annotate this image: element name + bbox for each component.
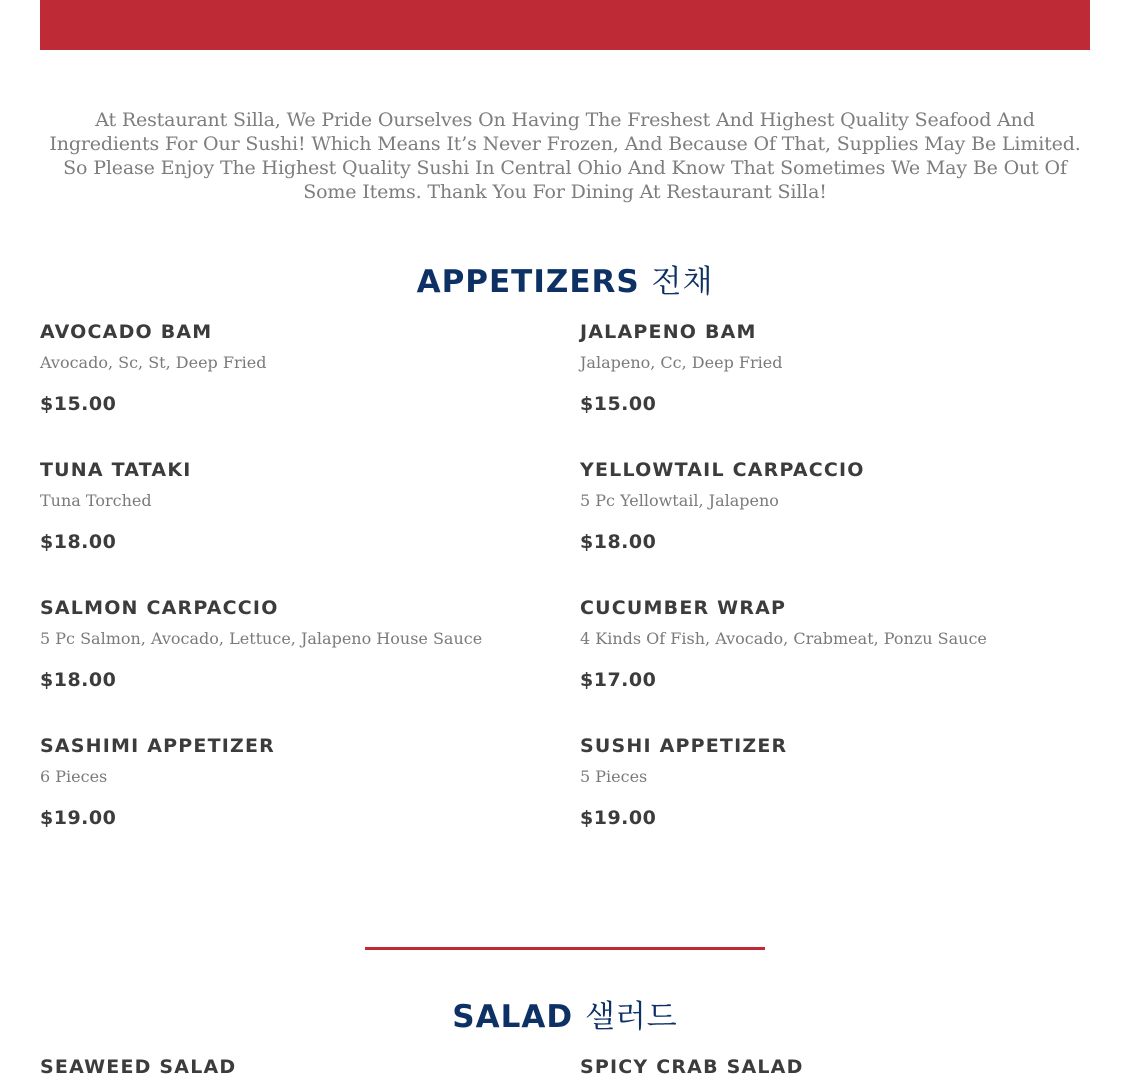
item-description: 4 Kinds Of Fish, Avocado, Crabmeat, Ponzu Sauce — [580, 629, 987, 648]
item-price: $17.00 — [580, 669, 657, 691]
menu-item-sushi-appetizer — [580, 734, 1100, 830]
menu-item-tuna-tataki — [40, 458, 560, 554]
item-name: SPICY CRAB SALAD — [580, 1056, 804, 1078]
intro-text: At Restaurant Silla, We Pride Ourselves On Having The Freshest And Highest Quality Seafood And Ingredients For Our Sushi! Which Means It’s Never Frozen, And Because Of That, Supplies May Be Limited. So Please Enjoy The Highest Quality Sushi In Central Ohio And Know That Sometimes We May Be Out Of Some Items. Thank You For Dining At Restaurant Silla! — [49, 109, 1081, 203]
item-price: $18.00 — [40, 531, 117, 553]
appetizers-title-korean: 전채 — [651, 264, 714, 300]
menu-item-salmon-carpaccio — [40, 596, 560, 692]
menu-item-seaweed-salad — [40, 1055, 560, 1079]
item-price: $15.00 — [580, 393, 657, 415]
item-price: $19.00 — [40, 807, 117, 829]
menu-item-cucumber-wrap — [580, 596, 1100, 692]
item-price: $18.00 — [580, 531, 657, 553]
item-name: SALMON CARPACCIO — [40, 597, 279, 619]
item-price: $18.00 — [40, 669, 117, 691]
item-description: 6 Pieces — [40, 767, 108, 786]
menu-item-avocado-bam — [40, 320, 560, 416]
item-name: SUSHI APPETIZER — [580, 735, 788, 757]
menu-item-sashimi-appetizer — [40, 734, 560, 830]
item-description: 5 Pc Salmon, Avocado, Lettuce, Jalapeno House Sauce — [40, 629, 483, 648]
menu-item-jalapeno-bam — [580, 320, 1100, 416]
salad-heading — [40, 999, 1090, 1035]
menu-item-spicy-crab-salad — [580, 1055, 1100, 1079]
menu-item-yellowtail-carpaccio — [580, 458, 1100, 554]
item-price: $19.00 — [580, 807, 657, 829]
item-name: SEAWEED SALAD — [40, 1056, 237, 1078]
item-name: AVOCADO BAM — [40, 321, 213, 343]
item-name: CUCUMBER WRAP — [580, 597, 787, 619]
appetizers-title: APPETIZERS — [416, 264, 640, 300]
section-divider — [365, 947, 765, 950]
item-price: $15.00 — [40, 393, 117, 415]
item-description: Tuna Torched — [40, 491, 152, 510]
salad-title-korean: 샐러드 — [584, 999, 678, 1035]
item-description: Avocado, Sc, St, Deep Fried — [40, 353, 267, 372]
item-name: SASHIMI APPETIZER — [40, 735, 275, 757]
item-name: YELLOWTAIL CARPACCIO — [580, 459, 865, 481]
item-description: 5 Pieces — [580, 767, 648, 786]
salad-title: SALAD — [452, 999, 574, 1035]
appetizers-heading — [40, 264, 1090, 300]
item-name: JALAPENO BAM — [580, 321, 757, 343]
top-banner — [40, 0, 1090, 50]
item-description: Jalapeno, Cc, Deep Fried — [580, 353, 783, 372]
item-description: 5 Pc Yellowtail, Jalapeno — [580, 491, 779, 510]
item-name: TUNA TATAKI — [40, 459, 192, 481]
